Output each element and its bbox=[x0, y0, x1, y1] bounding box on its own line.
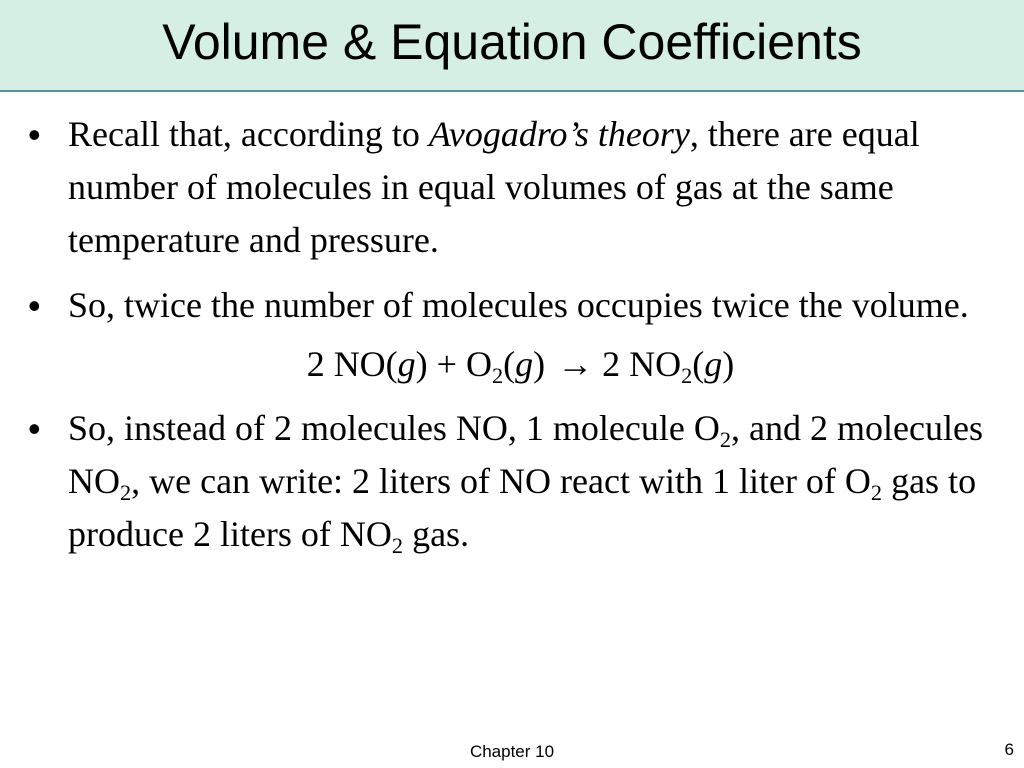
equation-close-paren: ) bbox=[722, 344, 735, 384]
bullet-liters-sub3: 2 bbox=[870, 480, 883, 506]
bullet-twice-volume bbox=[28, 279, 1003, 332]
bullet-liters-sub2: 2 bbox=[120, 480, 132, 506]
title-bar bbox=[0, 0, 1024, 92]
equation-close-paren: ) bbox=[415, 344, 428, 384]
slide-page-number: 6 bbox=[1004, 740, 1014, 759]
equation-product-no2: 2 NO bbox=[602, 344, 682, 384]
bullet-liters bbox=[28, 402, 1003, 561]
slide-content bbox=[28, 108, 1003, 561]
bullet-avogadro-text-pre: Recall that, according to bbox=[68, 114, 429, 154]
bullet-liters-part3: , we can write: 2 liters of NO react with 1 liter of O bbox=[131, 461, 871, 501]
bullet-liters-part2: , and 2 molecules NO bbox=[68, 408, 983, 501]
bullet-avogadro-italic: Avogadro’s theory bbox=[428, 114, 690, 154]
bullet-twice-volume-text: So, twice the number of molecules occupies twice the volume. bbox=[68, 285, 969, 325]
equation-open-paren: ( bbox=[692, 344, 705, 384]
bullet-icon: • bbox=[28, 408, 41, 449]
bullet-liters-part4: gas to produce 2 liters of NO bbox=[68, 461, 977, 554]
equation-no2-subscript: 2 bbox=[681, 363, 693, 389]
equation-o2-subscript: 2 bbox=[491, 363, 504, 389]
slide-title: Volume & Equation Coefficients bbox=[162, 14, 862, 70]
bullet-avogadro bbox=[28, 108, 1003, 267]
equation-reactant-no: 2 NO( bbox=[306, 344, 398, 384]
footer-chapter-label: Chapter 10 bbox=[469, 742, 555, 761]
bullet-avogadro-text-post: , there are equal number of molecules in equal volumes of gas at the same temperature and pressure. bbox=[68, 114, 920, 260]
bullet-icon: • bbox=[28, 285, 41, 326]
bullet-liters-part1: So, instead of 2 molecules NO, 1 molecule O bbox=[68, 408, 720, 448]
equation-open-paren: ( bbox=[503, 344, 516, 384]
equation-state-g: g bbox=[704, 344, 723, 384]
equation-o2-base: O bbox=[465, 344, 492, 384]
equation-state-g: g bbox=[515, 344, 534, 384]
bullet-icon: • bbox=[28, 114, 41, 155]
chemical-equation bbox=[28, 340, 1003, 388]
equation-close-paren: ) bbox=[533, 344, 546, 384]
bullet-liters-sub4: 2 bbox=[391, 533, 404, 559]
equation-plus: + bbox=[427, 344, 466, 384]
bullet-liters-part5: gas. bbox=[403, 514, 470, 554]
equation-arrow: → bbox=[557, 344, 594, 384]
bullet-liters-sub1: 2 bbox=[719, 427, 732, 453]
equation-state-g: g bbox=[397, 344, 416, 384]
